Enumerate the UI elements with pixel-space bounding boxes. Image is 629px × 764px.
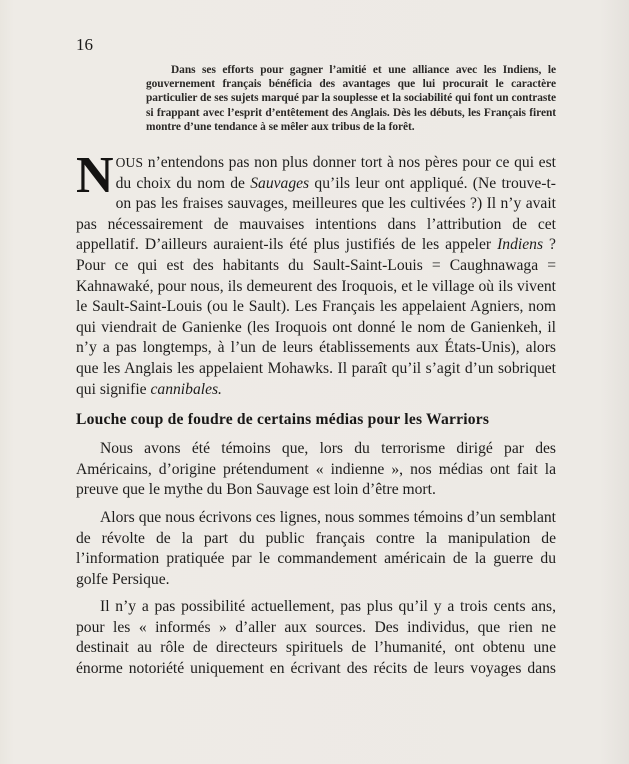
opening-small-caps: OUS [115, 155, 144, 170]
italic-term-cannibales: cannibales. [150, 380, 222, 398]
italic-term-indiens: Indiens [497, 236, 544, 254]
section-heading: Louche coup de foudre de certains médias pour les Warriors [76, 411, 490, 429]
page-number: 16 [76, 35, 93, 54]
opening-text-1: n’entendons pas non plus donner tort à nos pères pour ce qui est du choix du nom de [115, 154, 556, 192]
paragraph: Alors que nous écrivons ces lignes, nous sommes témoins d’un semblant de révolte de la part du public français contre la manipulation de l’information pratiquée par le commandement américain de la guerre du golfe Persique. [76, 508, 556, 588]
drop-cap: N [76, 147, 114, 204]
paragraph: Nous avons été témoins que, lors du terrorisme dirigé par des Américains, d’origine prétendument « indienne », nos médias ont fait la preuve que le mythe du Bon Sauvage est loin d’être mort. [76, 440, 556, 499]
epigraph-quote [146, 63, 556, 134]
body-text [76, 147, 556, 680]
opening-text-3: ? Pour ce qui est des habitants du Sault-Saint-Louis = Caughnawaga = Kahnawaké, pour nous, ils demeurent des Iroquois, et le village où ils vivent le Sault-Saint-Louis (ou le Sault). Les Français les appelaient Agniers, nom qui viendrait de Ganienke (les Iroquois ont donné le nom de Ganienkeh, il n’y a pas longtemps, à l’un de leurs établissements aux États-Unis), alors que les Anglais les appelaient Mohawks. Il paraît qu’il s’agit d’un sobriquet qui signifie [76, 236, 556, 398]
opening-paragraph [76, 147, 556, 400]
italic-term-sauvages: Sauvages [250, 174, 310, 192]
opening-text-2: qu’ils leur ont appliqué. (Ne trouve-t-on pas les fraises sauvages, meilleures que les cultivées ?) Il n’y avait pas nécessairement de mauvaises intentions dans l’attribution de cet appellatif. D’ailleurs auraient-ils été plus justifiés de les appeler [76, 174, 556, 254]
paragraph: Il n’y a pas possibilité actuellement, pas plus qu’il y a trois cents ans, pour les « informés » d’aller aux sources. Des individus, que rien ne destinait au rôle de directeurs spirituels de l’humanité, ont obtenu une énorme notoriété uniquement en écrivant des récits de leurs voyages dans [76, 598, 556, 678]
epigraph-text: Dans ses efforts pour gagner l’amitié et une alliance avec les Indiens, le gouvernement français bénéficia des avantages que lui procurait le caractère particulier de ses sujets marqué par la souplesse et la sociabilité qui font un contraste si frappant avec l’esprit d’entêtement des Anglais. Dès les débuts, les Français firent montre d’une tendance à se mêler aux tribus de la forêt. [146, 64, 556, 133]
